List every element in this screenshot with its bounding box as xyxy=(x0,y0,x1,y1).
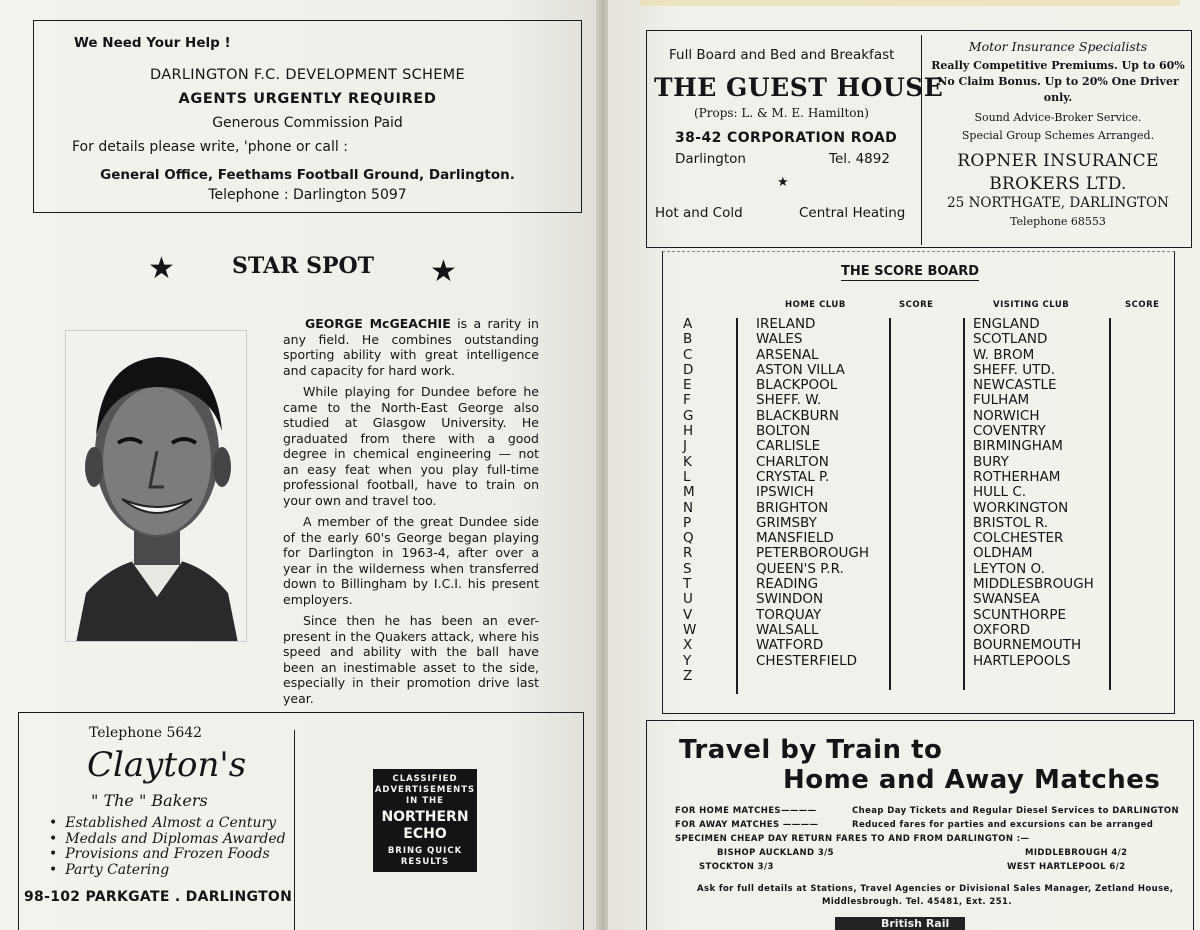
home-club: QUEEN'S P.R. xyxy=(756,560,844,577)
guest-house-town: Darlington xyxy=(675,151,746,167)
player-biography xyxy=(283,316,539,712)
fare: WEST HARTLEPOOL 6/2 xyxy=(1007,862,1126,872)
row-letter: S xyxy=(683,560,692,577)
insurance-company: BROKERS LTD. xyxy=(989,174,1127,194)
visiting-club: NEWCASTLE xyxy=(973,377,1057,394)
row-letter: Y xyxy=(683,652,692,669)
british-rail-advert xyxy=(646,720,1194,930)
insurance-company: ROPNER INSURANCE xyxy=(957,151,1159,171)
star-spot-title: STAR SPOT xyxy=(232,253,375,279)
home-club: CARLISLE xyxy=(756,438,821,455)
insurance-line: Special Group Schemes Arranged. xyxy=(961,129,1155,142)
visiting-club: LEYTON O. xyxy=(973,560,1045,577)
row-letter: X xyxy=(683,637,693,654)
clayton-name: Clayton's xyxy=(87,745,247,785)
row-letter: R xyxy=(683,545,693,562)
bio-paragraph: A member of the great Dundee side of the early 60's George began playing for Darlington in 1963-4, after over a year in the wilderness when transferred down to Billingham by I.C.I. his present employers. xyxy=(283,514,539,607)
row-letter: K xyxy=(683,453,692,470)
star-icon: ★ xyxy=(430,254,457,289)
visiting-club: COVENTRY xyxy=(973,423,1046,440)
service-item: • Established Almost a Century xyxy=(49,816,286,832)
visiting-club: MIDDLESBROUGH xyxy=(973,576,1094,593)
column-rule xyxy=(889,318,891,690)
star-icon: ★ xyxy=(148,251,175,286)
insurance-line: only. xyxy=(1043,91,1073,104)
row-letter: P xyxy=(683,514,692,531)
fare: STOCKTON 3/3 xyxy=(699,862,774,872)
visiting-club: SCOTLAND xyxy=(973,331,1048,348)
row-letter: N xyxy=(683,499,694,516)
home-club: SWINDON xyxy=(756,591,824,608)
home-club: PETERBOROUGH xyxy=(756,545,869,562)
visiting-clubs-list xyxy=(973,317,1094,669)
visiting-club: COLCHESTER xyxy=(973,530,1064,547)
visiting-club: NORWICH xyxy=(973,407,1040,424)
fare: BISHOP AUCKLAND 3/5 xyxy=(717,848,834,858)
row-letter: T xyxy=(683,576,692,593)
score-board-title: THE SCORE BOARD xyxy=(841,264,979,279)
clayton-services xyxy=(49,816,286,878)
clayton-subtitle: " The " Bakers xyxy=(91,791,208,810)
visiting-club: BOURNEMOUTH xyxy=(973,637,1082,654)
visiting-club: SHEFF. UTD. xyxy=(973,361,1056,378)
home-club: WALES xyxy=(756,331,803,348)
row-letter: D xyxy=(683,361,694,378)
away-matches-label: FOR AWAY MATCHES ———— xyxy=(675,820,819,830)
visiting-club: W. BROM xyxy=(973,346,1035,363)
home-club: MANSFIELD xyxy=(756,530,834,547)
bio-paragraph: GEORGE McGEACHIE is a rarity in any field. He combines outstanding sporting ability with great intelligence and capacity for hard work. xyxy=(283,316,539,378)
northern-echo-advert: CLASSIFIED ADVERTISEMENTS IN THE NORTHERN ECHO BRING QUICK RESULTS xyxy=(373,769,477,872)
hot-cold-text: Hot and Cold xyxy=(655,205,743,221)
home-club: BLACKBURN xyxy=(756,407,839,424)
home-club: BOLTON xyxy=(756,423,811,440)
row-letter: C xyxy=(683,346,693,363)
visiting-club: BIRMINGHAM xyxy=(973,438,1063,455)
row-letter: G xyxy=(683,407,694,424)
home-club: CRYSTAL P. xyxy=(756,468,830,485)
row-letter: A xyxy=(683,316,693,332)
home-club: TORQUAY xyxy=(756,606,822,623)
guest-house-name: THE GUEST HOUSE xyxy=(654,73,944,102)
row-letter: L xyxy=(683,468,691,485)
advert-divider xyxy=(921,35,922,245)
home-club: WALSALL xyxy=(756,621,819,638)
visiting-club: ENGLAND xyxy=(973,316,1040,332)
guest-house-insurance-advert xyxy=(646,30,1192,248)
home-clubs-list xyxy=(756,317,869,669)
visiting-club: FULHAM xyxy=(973,392,1030,409)
train-heading: Home and Away Matches xyxy=(783,765,1161,795)
visiting-club: WORKINGTON xyxy=(973,499,1069,516)
home-matches-text: Cheap Day Tickets and Regular Diesel Services to DARLINGTON xyxy=(852,806,1180,816)
development-scheme-advert xyxy=(33,20,582,213)
row-letter: U xyxy=(683,591,693,608)
train-heading: Travel by Train to xyxy=(679,735,943,765)
clayton-telephone: Telephone 5642 xyxy=(89,725,203,741)
home-club: BLACKPOOL xyxy=(756,377,838,394)
row-letter: V xyxy=(683,606,693,623)
row-letter: E xyxy=(683,377,692,394)
insurance-line: Sound Advice-Broker Service. xyxy=(974,111,1142,124)
british-rail-logo: British Rail xyxy=(835,917,965,930)
home-matches-label: FOR HOME MATCHES———— xyxy=(675,806,817,816)
agents-required: AGENTS URGENTLY REQUIRED xyxy=(178,91,437,107)
visiting-club: ROTHERHAM xyxy=(973,468,1061,485)
row-letter: B xyxy=(683,331,693,348)
service-item: • Provisions and Frozen Foods xyxy=(49,847,286,863)
bio-paragraph: Since then he has been an ever-present in the Quakers attack, where his speed and ability with the ball have been an inestimable asset to the side, especially in their promotion drive last year. xyxy=(283,613,539,706)
details-text: Middlesbrough. Tel. 45481, Ext. 251. xyxy=(822,897,1012,907)
home-club: CHESTERFIELD xyxy=(756,652,858,669)
clayton-address: 98-102 PARKGATE . DARLINGTON xyxy=(24,889,293,905)
score-board xyxy=(662,251,1175,714)
score-header: SCORE xyxy=(899,300,934,310)
visiting-club: HARTLEPOOLS xyxy=(973,652,1071,669)
home-club: READING xyxy=(756,576,819,593)
row-letter: W xyxy=(683,621,697,638)
row-letter: H xyxy=(683,423,694,440)
home-club: SHEFF. W. xyxy=(756,392,822,409)
insurance-address: 25 NORTHGATE, DARLINGTON xyxy=(947,195,1169,211)
service-item: • Party Catering xyxy=(49,863,286,879)
details-text: Ask for full details at Stations, Travel Agencies or Divisional Sales Manager, Zetland House, xyxy=(697,884,1174,894)
guest-house-props: (Props: L. & M. E. Hamilton) xyxy=(694,106,869,120)
guest-house-offer: Full Board and Bed and Breakfast xyxy=(669,47,895,63)
score-board-letters xyxy=(683,317,696,684)
star-icon: ★ xyxy=(777,175,789,190)
left-page xyxy=(0,0,598,930)
fare: MIDDLEBROUGH 4/2 xyxy=(1025,848,1128,858)
insurance-line: Really Competitive Premiums. Up to 60% xyxy=(931,59,1185,72)
home-club: ARSENAL xyxy=(756,346,819,363)
page-stain xyxy=(640,0,1180,6)
visiting-club: SCUNTHORPE xyxy=(973,606,1067,623)
insurance-telephone: Telephone 68553 xyxy=(1010,215,1106,228)
home-club: IRELAND xyxy=(756,316,816,332)
score-header: SCORE xyxy=(1125,300,1160,310)
advert-divider xyxy=(294,730,295,930)
column-rule xyxy=(736,318,738,694)
home-club: CHARLTON xyxy=(756,453,829,470)
commission-text: Generous Commission Paid xyxy=(212,115,403,131)
visiting-club: HULL C. xyxy=(973,484,1027,501)
row-letter: M xyxy=(683,484,695,501)
column-rule xyxy=(1109,318,1111,690)
away-matches-text: Reduced fares for parties and excursions can be arranged xyxy=(852,820,1154,830)
visiting-club: SWANSEA xyxy=(973,591,1040,608)
column-rule xyxy=(963,318,965,690)
home-club: IPSWICH xyxy=(756,484,814,501)
visiting-club: OXFORD xyxy=(973,621,1031,638)
help-heading: We Need Your Help ! xyxy=(74,35,231,51)
home-club: WATFORD xyxy=(756,637,824,654)
office-address: General Office, Feethams Football Ground, Darlington. xyxy=(100,167,515,183)
row-letter: Z xyxy=(683,667,693,684)
row-letter: F xyxy=(683,392,691,409)
guest-house-street: 38-42 CORPORATION ROAD xyxy=(675,130,898,146)
help-telephone: Telephone : Darlington 5097 xyxy=(208,187,407,203)
row-letter: Q xyxy=(683,530,694,547)
bio-paragraph: While playing for Dundee before he came to the North-East George also studied at Glasgow University. He graduated from there with a good degree in chemical engineering — not an easy feat when you play full-time professional football, have to train on your own and travel too. xyxy=(283,384,539,508)
insurance-heading: Motor Insurance Specialists xyxy=(968,39,1148,54)
home-club: GRIMSBY xyxy=(756,514,817,531)
visiting-club: BURY xyxy=(973,453,1009,470)
player-photo xyxy=(65,330,247,642)
row-letter: J xyxy=(683,438,687,455)
contact-text: For details please write, 'phone or call : xyxy=(72,139,348,155)
heating-text: Central Heating xyxy=(799,205,906,221)
home-club: BRIGHTON xyxy=(756,499,829,516)
home-club-header: HOME CLUB xyxy=(785,300,846,310)
scheme-name: DARLINGTON F.C. DEVELOPMENT SCHEME xyxy=(150,67,465,83)
player-name: GEORGE McGEACHIE xyxy=(305,316,451,331)
visiting-club: BRISTOL R. xyxy=(973,514,1049,531)
insurance-line: No Claim Bonus. Up to 20% One Driver xyxy=(937,75,1179,88)
specimen-fares: SPECIMEN CHEAP DAY RETURN FARES TO AND FROM DARLINGTON :— xyxy=(675,834,1030,844)
claytons-bakers-advert xyxy=(18,712,584,930)
service-item: • Medals and Diplomas Awarded xyxy=(49,832,286,848)
visiting-club-header: VISITING CLUB xyxy=(993,300,1070,310)
home-club: ASTON VILLA xyxy=(756,361,845,378)
visiting-club: OLDHAM xyxy=(973,545,1033,562)
guest-house-tel: Tel. 4892 xyxy=(829,151,890,167)
